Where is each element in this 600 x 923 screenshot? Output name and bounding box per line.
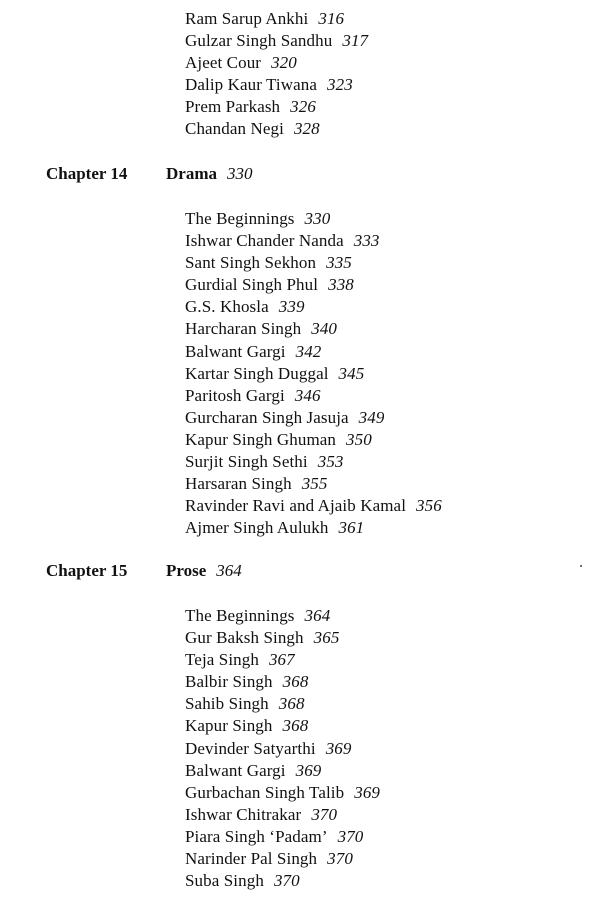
toc-entry (185, 429, 442, 451)
entry-page: 367 (268, 650, 295, 670)
entry-name: Ravinder Ravi and Ajaib Kamal (185, 496, 407, 516)
entry-page: 370 (337, 826, 364, 846)
toc-entry (185, 473, 442, 495)
toc-entry (185, 517, 442, 539)
entry-name: The Beginnings (185, 606, 295, 625)
entry-page: 340 (311, 319, 338, 339)
entry-name: Harcharan Singh (185, 319, 302, 339)
chapter-entry-list (185, 208, 442, 539)
entry-name: Ishwar Chander Nanda (185, 231, 344, 251)
chapter-title: Drama (166, 164, 217, 183)
entry-page: 370 (273, 871, 300, 891)
entry-name: Ram Sarup Ankhi (185, 9, 309, 28)
entry-name: Gurbachan Singh Talib (185, 782, 345, 802)
toc-entry (185, 782, 380, 804)
toc-entry (185, 407, 442, 429)
entry-page: 316 (318, 9, 345, 28)
entry-page: 320 (271, 53, 297, 73)
entry-name: Kapur Singh (185, 716, 273, 736)
entry-name: Piara Singh ‘Padam’ (185, 826, 328, 846)
entry-name: Kapur Singh Ghuman (185, 429, 337, 449)
entry-name: Prem Parkash (185, 97, 281, 117)
toc-entry (185, 848, 380, 870)
entry-name: Surjit Singh Sethi (185, 452, 308, 472)
entry-page: 342 (295, 341, 322, 361)
chapter-page: 330 (226, 164, 253, 183)
continued-entry-list (185, 8, 368, 141)
toc-entry (185, 96, 368, 118)
toc-entry (185, 693, 380, 715)
chapter-title: Prose (166, 561, 207, 580)
entry-name: Paritosh Gargi (185, 385, 285, 405)
toc-entry (185, 671, 380, 693)
entry-page: 333 (353, 231, 380, 251)
toc-entry (185, 74, 368, 96)
entry-name: Kartar Singh Duggal (185, 363, 329, 383)
toc-entry (185, 715, 380, 737)
toc-entry (185, 341, 442, 363)
entry-page: 353 (317, 452, 344, 472)
entry-page: 361 (338, 518, 365, 538)
entry-page: 368 (282, 672, 309, 692)
entry-name: The Beginnings (185, 209, 295, 228)
toc-entry (185, 230, 442, 252)
toc-entry (185, 118, 368, 140)
entry-page: 345 (338, 363, 365, 383)
entry-page: 370 (327, 849, 353, 869)
chapter-label: Chapter 15 (46, 561, 128, 580)
entry-name: Balbir Singh (185, 672, 273, 692)
entry-page: 364 (304, 606, 331, 625)
toc-entry (185, 30, 368, 52)
toc-entry (185, 451, 442, 473)
entry-name: Gurdial Singh Phul (185, 275, 319, 295)
entry-page: 330 (304, 209, 331, 228)
entry-name: Teja Singh (185, 650, 259, 670)
entry-name: Suba Singh (185, 871, 264, 891)
toc-entry (185, 627, 380, 649)
entry-name: Devinder Satyarthi (185, 738, 316, 758)
entry-page: 365 (313, 628, 340, 648)
chapter-label: Chapter 14 (46, 164, 128, 183)
entry-page: 335 (326, 253, 352, 273)
toc-entry (185, 826, 380, 848)
toc-entry (185, 649, 380, 671)
toc-entry (185, 385, 442, 407)
entry-page: 346 (294, 385, 321, 405)
toc-entry (185, 804, 380, 826)
entry-name: Dalip Kaur Tiwana (185, 75, 318, 95)
toc-entry (185, 363, 442, 385)
entry-page: 349 (358, 407, 385, 427)
toc-entry (185, 252, 442, 274)
entry-page: 369 (295, 760, 322, 780)
entry-page: 339 (278, 297, 305, 317)
entry-page: 368 (278, 694, 305, 714)
toc-entry (185, 605, 380, 627)
toc-entry (185, 274, 442, 296)
entry-page: 323 (327, 75, 353, 95)
toc-entry (185, 52, 368, 74)
entry-page: 368 (282, 716, 309, 736)
toc-entry (185, 208, 442, 230)
entry-page: 326 (290, 97, 316, 117)
entry-page: 356 (416, 496, 442, 516)
entry-page: 350 (346, 429, 372, 449)
chapter-page: 364 (216, 561, 242, 580)
chapter-heading (46, 561, 242, 581)
toc-entry (185, 738, 380, 760)
scan-speck (580, 565, 582, 567)
entry-name: Chandan Negi (185, 119, 284, 139)
entry-page: 328 (293, 119, 320, 139)
entry-name: Ajeet Cour (185, 53, 262, 73)
entry-page: 338 (328, 275, 354, 295)
chapter-heading (46, 164, 252, 184)
entry-name: Gulzar Singh Sandhu (185, 31, 333, 51)
entry-name: Narinder Pal Singh (185, 849, 318, 869)
entry-name: G.S. Khosla (185, 297, 269, 317)
entry-name: Gurcharan Singh Jasuja (185, 407, 349, 427)
entry-page: 370 (311, 804, 338, 824)
entry-name: Sant Singh Sekhon (185, 253, 317, 273)
entry-name: Balwant Gargi (185, 341, 286, 361)
toc-entry (185, 870, 380, 892)
entry-page: 369 (354, 782, 381, 802)
entry-name: Ishwar Chitrakar (185, 804, 302, 824)
toc-entry (185, 296, 442, 318)
toc-entry (185, 8, 368, 30)
chapter-entry-list (185, 605, 380, 892)
entry-page: 317 (342, 31, 369, 51)
entry-page: 355 (301, 474, 328, 494)
entry-name: Balwant Gargi (185, 760, 286, 780)
entry-name: Ajmer Singh Aulukh (185, 518, 329, 538)
toc-entry (185, 495, 442, 517)
entry-name: Gur Baksh Singh (185, 628, 304, 648)
entry-name: Sahib Singh (185, 694, 269, 714)
entry-name: Harsaran Singh (185, 474, 292, 494)
toc-entry (185, 760, 380, 782)
entry-page: 369 (325, 738, 352, 758)
toc-entry (185, 318, 442, 340)
